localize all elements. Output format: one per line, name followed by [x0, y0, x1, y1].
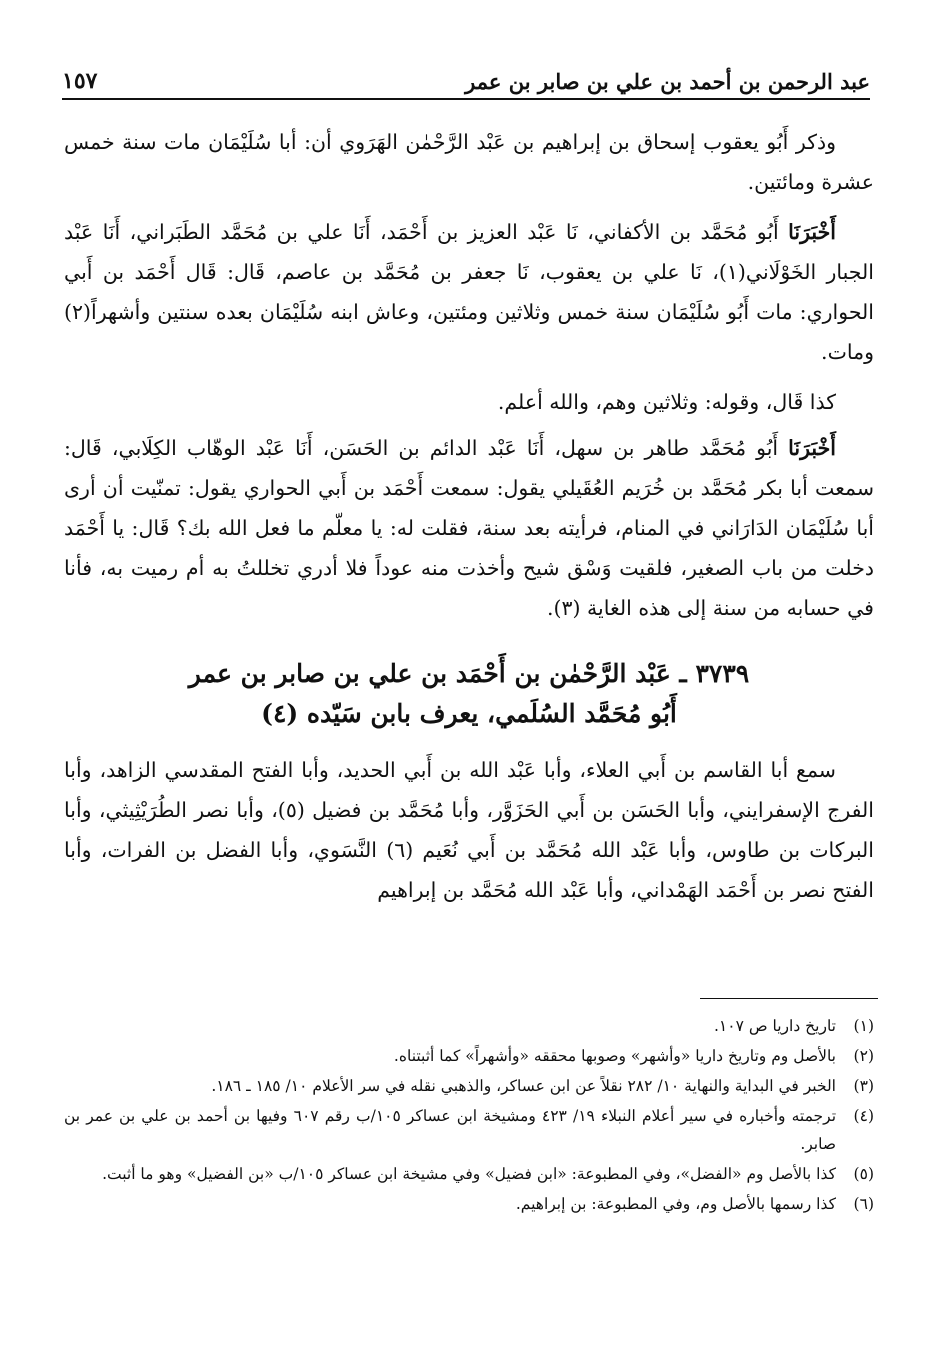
entry-paragraph — [64, 750, 874, 910]
paragraph-text: وذكر أَبُو يعقوب إسحاق بن إبراهيم بن عَبْد الرَّحْمٰن الهَرَوي أن: أبا سُلَيْمَان مات سنة خمس عشرة ومائتين. — [64, 130, 874, 194]
footnote — [64, 1102, 874, 1158]
footnote — [64, 1012, 874, 1040]
entry-text: سمع أبا القاسم بن أَبي العلاء، وأبا عَبْد الله بن أَبي الحديد، وأبا الفتح المقدسي الزاهد، وأبا الفرج الإسفرايني، وأبا الحَسَن بن أَبي الحَزَوَّر، وأبا مُحَمَّد بن فضيل (٥)، وأبا نصر الطُرَيْثِيثي، وأبا البركات بن طاوس، وأبا عَبْد الله مُحَمَّد بن أَبي نُعَيم (٦) النَّسَوي، وأبا الفضل بن الفرات، وأبا الفتح نصر بن أَحْمَد الهَمْداني، وأبا عَبْد الله مُحَمَّد بن إبراهيم — [64, 758, 874, 902]
footnote-text: بالأصل وم وتاريخ داريا «وأشهر» وصوبها محققه «وأشهراً» كما أثبتناه. — [393, 1047, 836, 1065]
footnote-number: (١) — [853, 1017, 874, 1035]
paragraph-lead: أَخْبَرَنَا — [788, 220, 836, 244]
footnote-number: (٤) — [853, 1107, 874, 1125]
entry-heading — [64, 654, 874, 734]
footnote-text: تاريخ داريا ص ١٠٧. — [713, 1017, 836, 1035]
footnote-text: كذا رسمها بالأصل وم، وفي المطبوعة: بن إبراهيم. — [515, 1195, 836, 1213]
footnote-text: ترجمته وأخباره في سير أعلام النبلاء ١٩/ ٤٢٣ ومشيخة ابن عساكر ١٠٥/ب رقم ٦٠٧ وفيها بن أحمد بن علي بن عمر بن صابر. — [64, 1107, 837, 1153]
footnote-text: الخبر في البداية والنهاية ١٠/ ٢٨٢ نقلاً عن ابن عساكر، والذهبي نقله في سر الأعلام ١٠/ ١٨٥ ـ ١٨٦. — [211, 1077, 836, 1095]
paragraph-text: أَبُو مُحَمَّد طاهر بن سهل، أَنَا عَبْد الدائم بن الحَسَن، أَنَا عَبْد الوهّاب الكِلَابي، قَال: سمعت أبا بكر مُحَمَّد بن خُرَيم العُقَيلي يقول: سمعت أَحْمَد بن أَبي الحواري يقول: تمنّيت أن أرى أبا سُلَيْمَان الدَارَاني في المنام، فرأيته بعد سنة، فقلت له: يا معلّم ما فعل الله بك؟ قَال: يا أَحْمَد دخلت من باب الصغير، فلقيت وَسْق شيح وأخذت منه عوداً فلا أدري تخللتُ به أم رميت به، فأنا في حسابه من سنة إلى هذه الغاية (٣). — [64, 436, 874, 620]
footnotes — [64, 1012, 874, 1218]
paragraph — [64, 382, 874, 422]
entry-heading-line: أَبُو مُحَمَّد السُلَمي، يعرف بابن سَيّده (٤) — [261, 699, 677, 728]
page-header — [62, 60, 870, 100]
page-number: ١٥٧ — [62, 68, 98, 94]
footnote — [64, 1072, 874, 1100]
main-text — [64, 122, 874, 920]
footnote-number: (٣) — [853, 1077, 874, 1095]
footnote-number: (٥) — [853, 1165, 874, 1183]
paragraph-text: كذا قَال، وقوله: وثلاثين وهم، والله أعلم. — [497, 390, 836, 414]
paragraph-text: أَبُو مُحَمَّد بن الأكفاني، نَا عَبْد العزيز بن أَحْمَد، أَنَا علي بن مُحَمَّد الطَبَراني، أَنَا عَبْد الجبار الخَوْلَاني(١)، نَا علي بن يعقوب، نَا جعفر بن مُحَمَّد بن عاصم، قَال: قَال أَحْمَد بن أَبي الحواري: مات أَبُو سُلَيْمَان سنة خمس وثلاثين ومئتين، وعاش ابنه سُلَيْمَان بعده سنتين وأشهراً(٢) ومات. — [64, 220, 874, 364]
footnote-number: (٦) — [853, 1195, 874, 1213]
footnote-text: كذا بالأصل وم «الفضل»، وفي المطبوعة: «ابن فضيل» وفي مشيخة ابن عساكر ١٠٥/ب «بن الفضيل» وهو ما أثبت. — [102, 1165, 836, 1183]
footnote — [64, 1190, 874, 1218]
footnote-number: (٢) — [853, 1047, 874, 1065]
paragraph — [64, 122, 874, 202]
footnote — [64, 1160, 874, 1188]
entry-heading-line: ٣٧٣٩ ـ عَبْد الرَّحْمٰن بن أَحْمَد بن علي بن صابر بن عمر — [188, 659, 750, 688]
footnote — [64, 1042, 874, 1070]
paragraph — [64, 428, 874, 628]
running-title: عبد الرحمن بن أحمد بن علي بن صابر بن عمر — [465, 69, 870, 94]
paragraph-lead: أَخْبَرَنَا — [788, 436, 836, 460]
footnote-divider — [700, 998, 878, 999]
paragraph — [64, 212, 874, 372]
